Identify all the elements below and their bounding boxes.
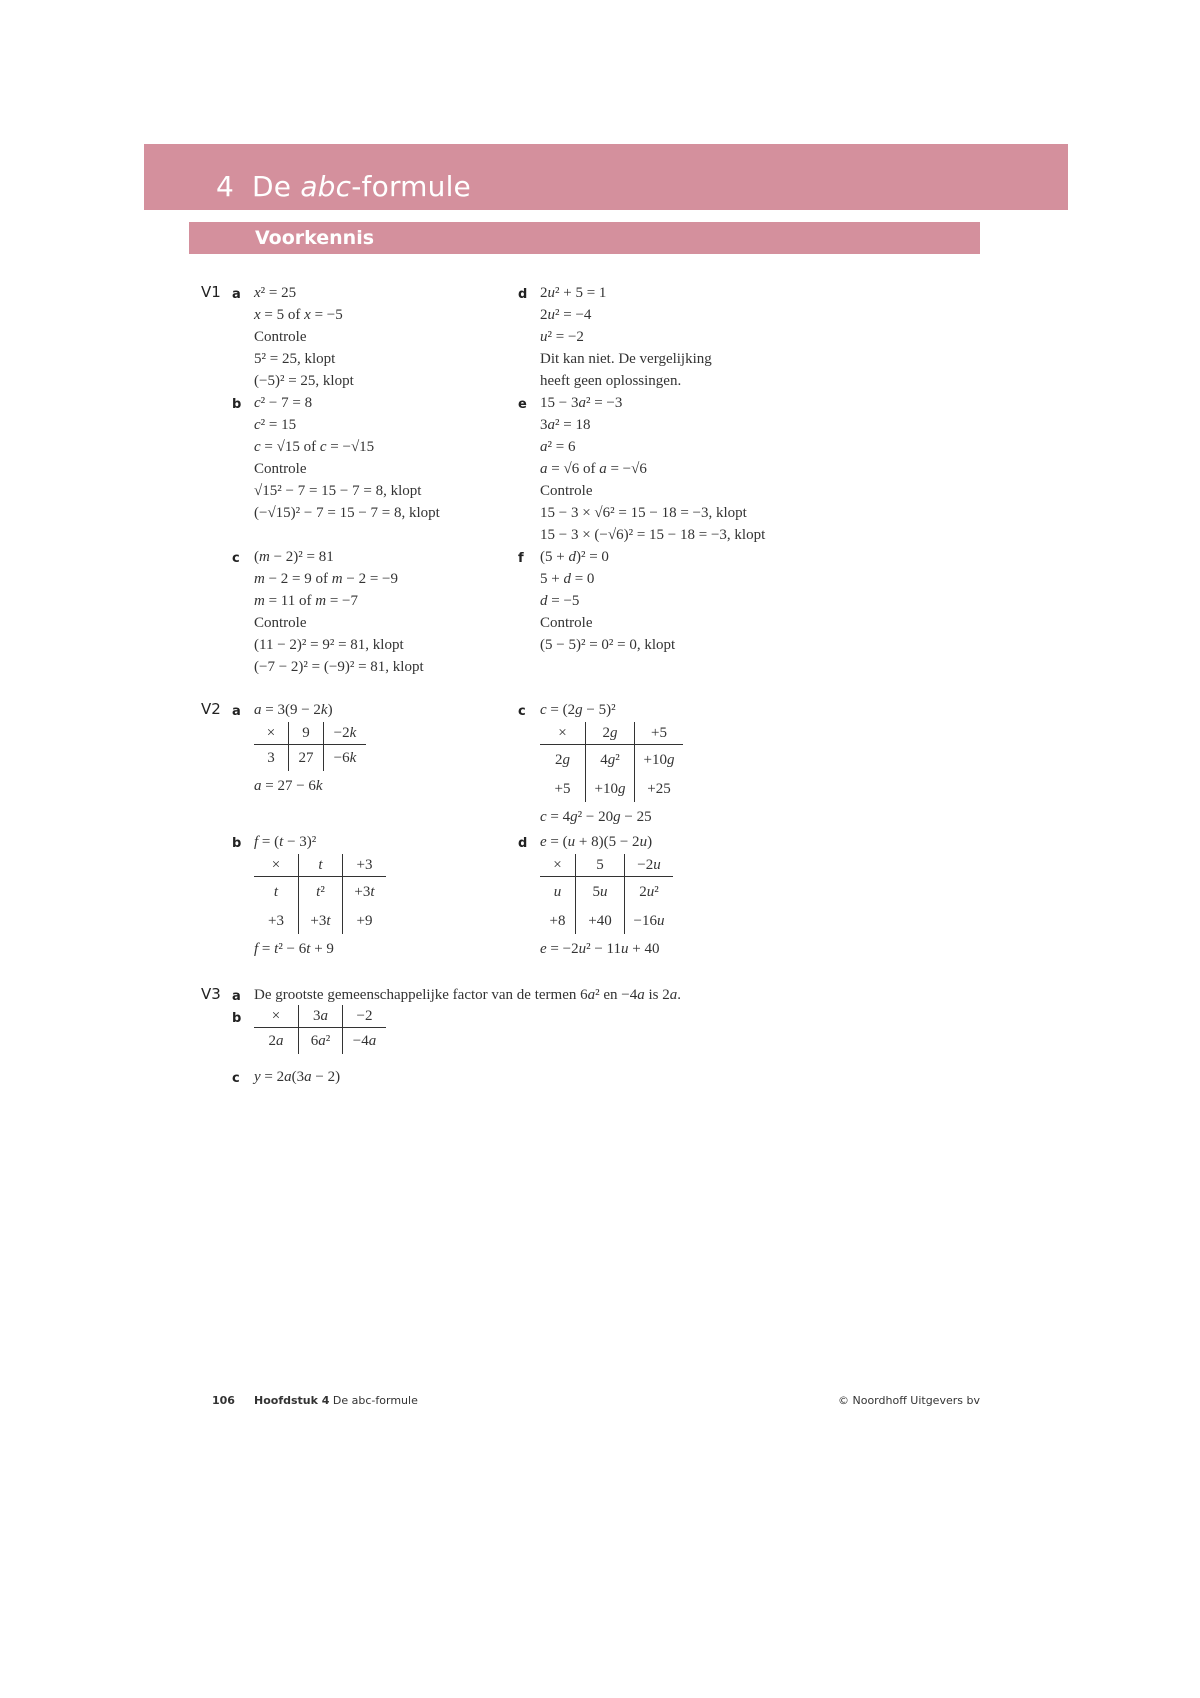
section-banner <box>189 222 980 254</box>
exercise-number-v2: V2 <box>201 700 221 718</box>
part-label: b <box>232 397 242 412</box>
answer-line: f = t² − 6t + 9 <box>254 941 334 957</box>
answer-line: c = (2g − 5)² <box>540 702 616 718</box>
table-cell: t² <box>299 877 343 909</box>
part-label: b <box>232 1011 242 1026</box>
multiplication-table <box>540 854 673 934</box>
answer-line: x = 5 of x = −5 <box>254 307 343 323</box>
table-cell: 2a <box>268 1033 284 1049</box>
table-cell: +3t <box>299 908 343 934</box>
footer-chapter-label: Hoofdstuk 4 <box>254 1394 330 1407</box>
part-label: e <box>518 397 527 412</box>
exercise-number-v1: V1 <box>201 283 221 301</box>
table-cell: +40 <box>576 908 625 934</box>
table-cell: −2u <box>625 854 674 877</box>
table-cell: × <box>540 854 576 877</box>
table-cell: t <box>299 854 343 877</box>
table-cell: 4g² <box>586 745 635 777</box>
table-cell: × <box>254 1005 299 1028</box>
answer-line: 2u² = −4 <box>540 307 592 323</box>
multiplication-table <box>254 722 366 771</box>
exercise-number-v3: V3 <box>201 985 221 1003</box>
table-cell: +9 <box>343 908 387 934</box>
answer-line: (5 − 5)² = 0² = 0, klopt <box>540 637 676 653</box>
answer-line: heeft geen oplossingen. <box>540 373 682 389</box>
part-label: a <box>232 287 241 302</box>
part-label: b <box>232 836 242 851</box>
answer-line: f = (t − 3)² <box>254 834 317 850</box>
table-cell: t <box>273 884 279 900</box>
answer-line: e = −2u² − 11u + 40 <box>540 941 660 957</box>
answer-line: a = 27 − 6k <box>254 778 323 794</box>
answer-line: (5 + d)² = 0 <box>540 549 609 565</box>
answer-line: u² = −2 <box>540 329 584 345</box>
part-label: d <box>518 287 528 302</box>
table-cell: +10g <box>586 776 635 802</box>
chapter-title-suffix: -formule <box>351 170 471 203</box>
multiplication-table <box>540 722 683 802</box>
answer-line: De grootste gemeenschappelijke factor van de termen 6a² en −4a is 2a. <box>254 987 682 1003</box>
answer-line: √15² − 7 = 15 − 7 = 8, klopt <box>254 483 422 499</box>
table-cell: +3t <box>343 877 387 909</box>
answer-line: m = 11 of m = −7 <box>254 593 359 609</box>
answer-line: c² − 7 = 8 <box>254 395 313 411</box>
part-label: a <box>232 989 241 1004</box>
answer-line: (−7 − 2)² = (−9)² = 81, klopt <box>254 659 424 675</box>
table-cell: +5 <box>635 722 684 745</box>
answer-line: 2u² + 5 = 1 <box>540 285 607 301</box>
answer-line: 15 − 3a² = −3 <box>540 395 623 411</box>
answer-line: Controle <box>254 329 307 345</box>
part-label: d <box>518 836 528 851</box>
footer-page-number: 106 <box>212 1394 235 1407</box>
answer-line: m − 2 = 9 of m − 2 = −9 <box>254 571 398 587</box>
answer-line: 3a² = 18 <box>540 417 591 433</box>
part-label: c <box>232 1071 240 1086</box>
table-cell: 3a <box>299 1005 343 1028</box>
footer-chapter-name: De abc-formule <box>332 1394 418 1407</box>
multiplication-table <box>254 854 386 934</box>
table-cell: × <box>540 722 586 745</box>
table-cell: −2 <box>343 1005 387 1028</box>
answer-line: a = 3(9 − 2k) <box>254 702 333 718</box>
chapter-number: 4 <box>216 170 235 203</box>
part-label: c <box>232 551 240 566</box>
table-cell: +25 <box>635 776 684 802</box>
chapter-title-prefix: De <box>252 170 301 203</box>
answer-line: c² = 15 <box>254 417 297 433</box>
table-cell: −6k <box>324 745 367 772</box>
answer-line: a² = 6 <box>540 439 576 455</box>
part-label: a <box>232 704 241 719</box>
table-cell: −2k <box>324 722 367 745</box>
table-cell: +3 <box>343 854 387 877</box>
answer-line: x² = 25 <box>254 285 297 301</box>
table-cell: +8 <box>549 913 566 929</box>
table-cell: 5 <box>576 854 625 877</box>
answer-line: y = 2a(3a − 2) <box>254 1069 341 1085</box>
table-cell: 2g <box>555 752 570 768</box>
chapter-banner <box>144 144 1068 210</box>
answer-line: Dit kan niet. De vergelijking <box>540 351 712 367</box>
answer-line: (11 − 2)² = 9² = 81, klopt <box>254 637 404 653</box>
part-label: f <box>518 551 524 566</box>
answer-line: Controle <box>540 483 593 499</box>
table-cell: 2u² <box>625 877 674 909</box>
chapter-title <box>216 170 471 203</box>
answer-line: (m − 2)² = 81 <box>254 549 334 565</box>
table-cell: 5u <box>576 877 625 909</box>
answer-line: 5² = 25, klopt <box>254 351 336 367</box>
table-cell: −16u <box>625 908 674 934</box>
answer-line: Controle <box>254 461 307 477</box>
answer-line: c = 4g² − 20g − 25 <box>540 809 652 825</box>
table-cell: × <box>254 854 299 877</box>
answer-line: 5 + d = 0 <box>540 571 595 587</box>
answer-line: e = (u + 8)(5 − 2u) <box>540 834 653 850</box>
table-cell: −4a <box>343 1028 387 1055</box>
answer-line: c = √15 of c = −√15 <box>254 439 375 455</box>
answer-line: (−√15)² − 7 = 15 − 7 = 8, klopt <box>254 505 440 521</box>
multiplication-table <box>254 1005 386 1054</box>
table-cell: 27 <box>289 745 324 772</box>
chapter-title-italic: abc <box>300 170 352 203</box>
table-cell: u <box>553 884 562 900</box>
answer-line: a = √6 of a = −√6 <box>540 461 647 477</box>
answer-line: d = −5 <box>540 593 580 609</box>
table-cell: 2g <box>586 722 635 745</box>
table-cell: +3 <box>268 913 284 929</box>
answer-line: Controle <box>540 615 593 631</box>
table-cell: × <box>254 722 289 745</box>
table-cell: 3 <box>267 750 275 766</box>
table-cell: +5 <box>554 781 571 797</box>
answer-line: Controle <box>254 615 307 631</box>
table-cell: 6a² <box>299 1028 343 1055</box>
footer-copyright: © Noordhoff Uitgevers bv <box>838 1394 980 1407</box>
answer-line: (−5)² = 25, klopt <box>254 373 354 389</box>
footer-chapter <box>254 1394 418 1407</box>
answer-line: 15 − 3 × √6² = 15 − 18 = −3, klopt <box>540 505 747 521</box>
table-cell: +10g <box>635 745 684 777</box>
table-cell: 9 <box>289 722 324 745</box>
answer-line: 15 − 3 × (−√6)² = 15 − 18 = −3, klopt <box>540 527 766 543</box>
section-title: Voorkennis <box>255 227 375 249</box>
part-label: c <box>518 704 526 719</box>
